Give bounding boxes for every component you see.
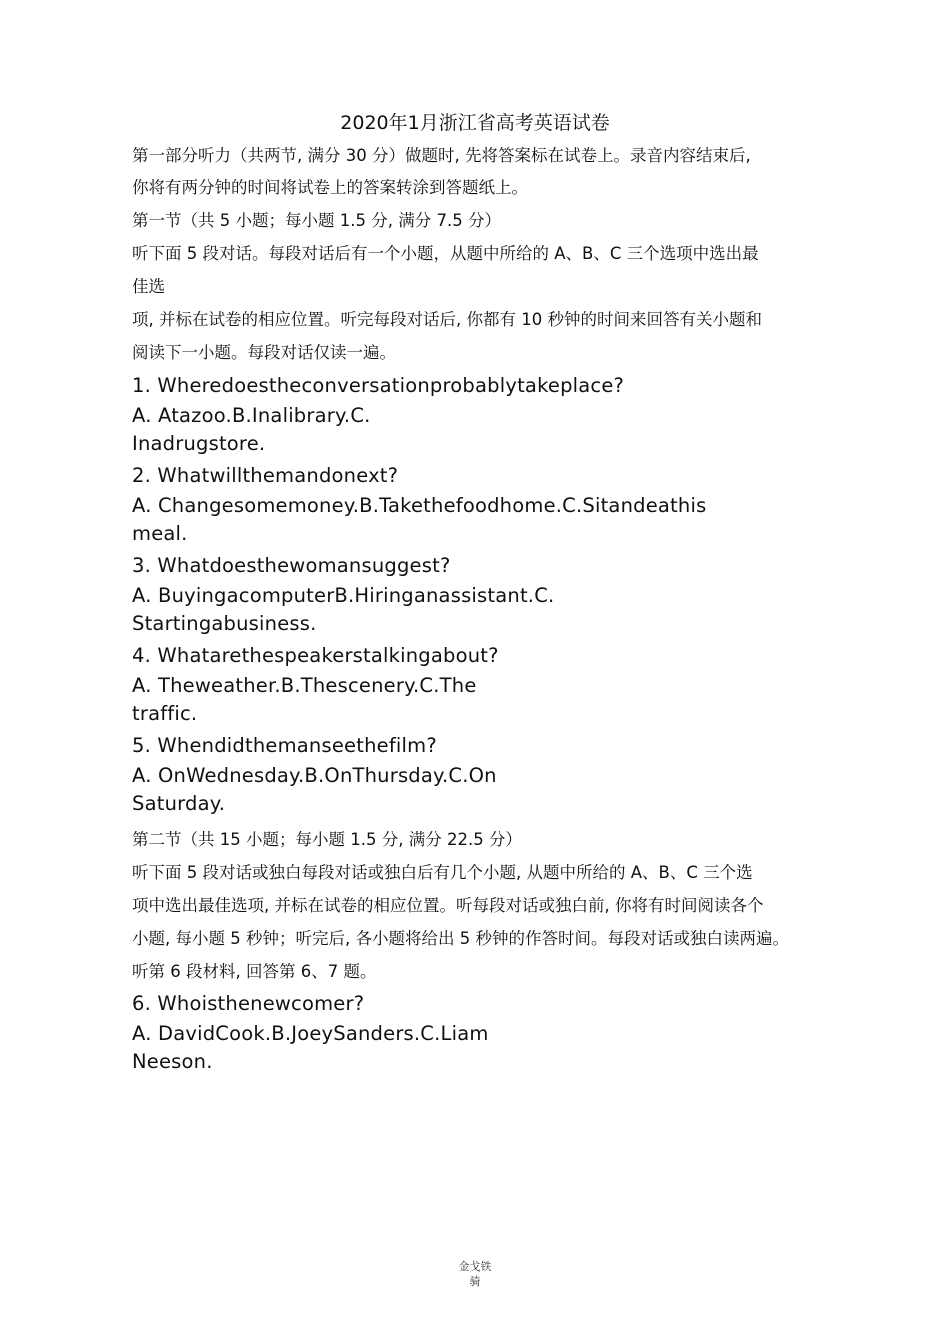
page-footer: [0, 1259, 950, 1289]
question-2-options-cont: meal.: [132, 522, 188, 545]
section2-instruction-line2: 项中选出最佳选项, 并标在试卷的相应位置。听每段对话或独白前, 你将有时间阅读各个: [132, 896, 764, 915]
question-2: 2. Whatwillthemandonext?: [132, 464, 399, 487]
question-3-options-cont: Startingabusiness.: [132, 612, 317, 635]
part1-intro-line1: 第一部分听力（共两节, 满分 30 分）做题时, 先将答案标在试卷上。录音内容结束后,: [132, 146, 751, 165]
question-6-options-cont: Neeson.: [132, 1050, 213, 1073]
question-4-options-cont: traffic.: [132, 702, 198, 725]
question-3: 3. Whatdoesthewomansuggest?: [132, 554, 451, 577]
section2-heading: 第二节（共 15 小题；每小题 1.5 分, 满分 22.5 分）: [132, 830, 522, 849]
question-5-options-cont: Saturday.: [132, 792, 226, 815]
question-6-options: A. DavidCook.B.JoeySanders.C.Liam: [132, 1022, 489, 1045]
question-5: 5. Whendidthemanseethefilm?: [132, 734, 437, 757]
question-2-options: A. Changesomemoney.B.Takethefoodhome.C.Sitandeathis: [132, 494, 707, 517]
section1-instruction-line2: 佳选: [132, 277, 165, 296]
page-title: 2020年1月浙江省高考英语试卷: [340, 112, 610, 134]
section2-instruction-line3: 小题, 每小题 5 秒钟；听完后, 各小题将给出 5 秒钟的作答时间。每段对话或独白读两遍。: [132, 929, 789, 948]
question-3-options: A. BuyingacomputerB.Hiringanassistant.C.: [132, 584, 555, 607]
footer-line1: 金戈铁: [458, 1260, 492, 1273]
question-4: 4. Whatarethespeakerstalkingabout?: [132, 644, 499, 667]
section1-instruction-line1: 听下面 5 段对话。每段对话后有一个小题，从题中所给的 A、B、C 三个选项中选出最: [132, 244, 759, 263]
part1-intro-line2: 你将有两分钟的时间将试卷上的答案转涂到答题纸上。: [132, 178, 528, 197]
question-1-options: A. Atazoo.B.Inalibrary.C.: [132, 404, 371, 427]
question-5-options: A. OnWednesday.B.OnThursday.C.On: [132, 764, 497, 787]
question-1: 1. Wheredoestheconversationprobablytakeplace?: [132, 374, 625, 397]
section2-instruction-line1: 听下面 5 段对话或独白每段对话或独白后有几个小题, 从题中所给的 A、B、C 三个选: [132, 863, 753, 882]
section1-instruction-line4: 阅读下一小题。每段对话仅读一遍。: [132, 343, 396, 362]
question-6: 6. Whoisthenewcomer?: [132, 992, 365, 1015]
section1-instruction-line3: 项, 并标在试卷的相应位置。听完每段对话后, 你都有 10 秒钟的时间来回答有关小题和: [132, 310, 762, 329]
section1-heading: 第一节（共 5 小题；每小题 1.5 分, 满分 7.5 分）: [132, 211, 501, 230]
question-1-options-cont: Inadrugstore.: [132, 432, 266, 455]
question-4-options: A. Theweather.B.Thescenery.C.The: [132, 674, 477, 697]
section2-instruction-line4: 听第 6 段材料, 回答第 6、7 题。: [132, 962, 377, 981]
footer-line2: 骑: [469, 1275, 481, 1288]
